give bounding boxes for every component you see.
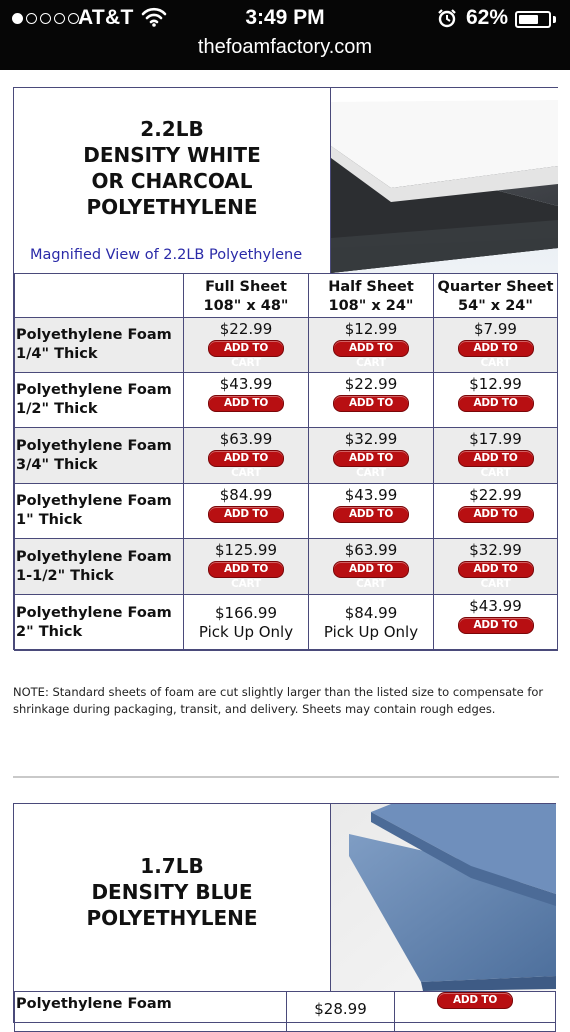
battery-percent: 62%: [466, 6, 509, 29]
battery-tip: [553, 16, 556, 23]
price: $43.99: [219, 374, 273, 393]
add-to-cart-button[interactable]: ADD TO CART: [333, 395, 409, 412]
title-line: 2.2LB: [140, 117, 204, 141]
add-to-cart-button[interactable]: ADD TO CART: [458, 450, 534, 467]
add-to-cart-button[interactable]: ADD TO CART: [333, 450, 409, 467]
price-cell: [184, 373, 309, 428]
status-bar: [0, 0, 570, 70]
clock: 3:49 PM: [245, 6, 325, 29]
row-label: Polyethylene Foam 1/2" Thick: [15, 373, 184, 428]
pick-up-only-note: Pick Up Only: [323, 622, 419, 641]
price: $7.99: [474, 319, 517, 338]
add-to-cart-button[interactable]: ADD TO CART: [208, 450, 284, 467]
price-cell: [309, 539, 434, 595]
add-to-cart-button[interactable]: ADD TO CART: [208, 340, 284, 357]
price-cell: [309, 318, 434, 373]
title-line: OR CHARCOAL: [91, 169, 253, 193]
table-row: [15, 992, 556, 1032]
price-cell: [309, 595, 434, 651]
add-to-cart-button[interactable]: ADD TO CART: [208, 561, 284, 578]
price-cell: [309, 428, 434, 484]
price-cell: [309, 484, 434, 539]
title-line: DENSITY WHITE: [83, 143, 261, 167]
price-cell: [434, 428, 558, 484]
price: $28.99: [287, 992, 395, 1032]
price-cell: [184, 595, 309, 651]
price-cell: [434, 539, 558, 595]
table-row: [15, 318, 558, 373]
section-divider: [13, 776, 559, 778]
row-label: Polyethylene Foam 1-1/2" Thick: [15, 539, 184, 595]
magnified-view-link[interactable]: Magnified View of 2.2LB Polyethylene: [30, 247, 303, 263]
address-bar[interactable]: thefoamfactory.com: [197, 36, 373, 58]
price: $32.99: [469, 541, 522, 559]
price-cell: [184, 318, 309, 373]
table-header-row: [15, 274, 558, 318]
price-cell: [184, 539, 309, 595]
row-label: Polyethylene Foam 1" Thick: [15, 484, 184, 539]
price-table: [14, 991, 556, 1032]
add-to-cart-button[interactable]: ADD TO CART: [333, 561, 409, 578]
price: $43.99: [344, 485, 398, 504]
price: $17.99: [469, 430, 522, 448]
add-to-cart-button[interactable]: ADD TO CART: [458, 561, 534, 578]
column-header-half-sheet: Half Sheet 108" x 24": [309, 274, 434, 318]
product-title: [14, 116, 330, 220]
product-block-2-2lb: [13, 87, 558, 650]
title-line: DENSITY BLUE: [91, 880, 253, 904]
price: $84.99: [219, 485, 273, 504]
price-cell: [434, 373, 558, 428]
add-to-cart-button[interactable]: ADD TO CART: [458, 395, 534, 412]
row-label: Polyethylene Foam 2" Thick: [15, 595, 184, 651]
row-label: Polyethylene Foam: [15, 992, 287, 1032]
table-row: [15, 595, 558, 651]
add-to-cart-button[interactable]: ADD TO CART: [333, 506, 409, 523]
table-corner-cell: [15, 274, 184, 318]
price: $12.99: [469, 374, 522, 393]
table-row: [15, 484, 558, 539]
price-cell: [184, 484, 309, 539]
price: $12.99: [344, 319, 398, 338]
price: $63.99: [344, 541, 398, 559]
price-cell: [434, 318, 558, 373]
carrier-name: AT&T: [78, 6, 134, 29]
price-cell: [395, 992, 556, 1032]
add-to-cart-button[interactable]: ADD TO CART: [458, 506, 534, 523]
table-row: [15, 373, 558, 428]
status-row: [0, 4, 570, 32]
column-header-full-sheet: Full Sheet 108" x 48": [184, 274, 309, 318]
table-row: [15, 428, 558, 484]
column-header-quarter-sheet: Quarter Sheet 54" x 24": [434, 274, 558, 318]
sheet-size-note: NOTE: Standard sheets of foam are cut slightly larger than the listed size to compensate for shrinkage during packaging, transit, and delivery. Sheets may contain rough edges.: [13, 685, 544, 716]
title-line: POLYETHYLENE: [86, 195, 258, 219]
row-label: Polyethylene Foam 3/4" Thick: [15, 428, 184, 484]
price: $22.99: [344, 374, 398, 393]
battery-icon: [515, 11, 551, 28]
add-to-cart-button[interactable]: ADD TO CART: [458, 340, 534, 357]
price-cell: [309, 373, 434, 428]
price-cell: [434, 595, 558, 651]
pick-up-only-note: Pick Up Only: [198, 622, 294, 641]
price: $22.99: [469, 485, 522, 504]
add-to-cart-button[interactable]: ADD TO CART: [208, 395, 284, 412]
alarm-icon: [437, 8, 457, 32]
price: $84.99: [344, 603, 398, 622]
add-to-cart-button[interactable]: ADD TO CART: [437, 992, 513, 1009]
table-row: [15, 539, 558, 595]
price: $32.99: [344, 430, 398, 448]
price-cell: [434, 484, 558, 539]
price: $125.99: [214, 541, 278, 559]
title-line: POLYETHYLENE: [86, 906, 258, 930]
price-table: [14, 273, 558, 651]
add-to-cart-button[interactable]: ADD TO CART: [333, 340, 409, 357]
title-line: 1.7LB: [140, 854, 204, 878]
price: $166.99: [214, 603, 278, 622]
product-photo-white-charcoal-foam: [330, 88, 557, 273]
product-block-1-7lb: [13, 803, 556, 1023]
price: $22.99: [219, 319, 273, 338]
price: $63.99: [219, 430, 273, 448]
product-photo-blue-foam: [330, 804, 555, 991]
price: $43.99: [469, 597, 522, 615]
product-title: [14, 853, 330, 931]
row-label: Polyethylene Foam 1/4" Thick: [15, 318, 184, 373]
add-to-cart-button[interactable]: ADD TO CART: [458, 617, 534, 634]
price-cell: [184, 428, 309, 484]
add-to-cart-button[interactable]: ADD TO CART: [208, 506, 284, 523]
